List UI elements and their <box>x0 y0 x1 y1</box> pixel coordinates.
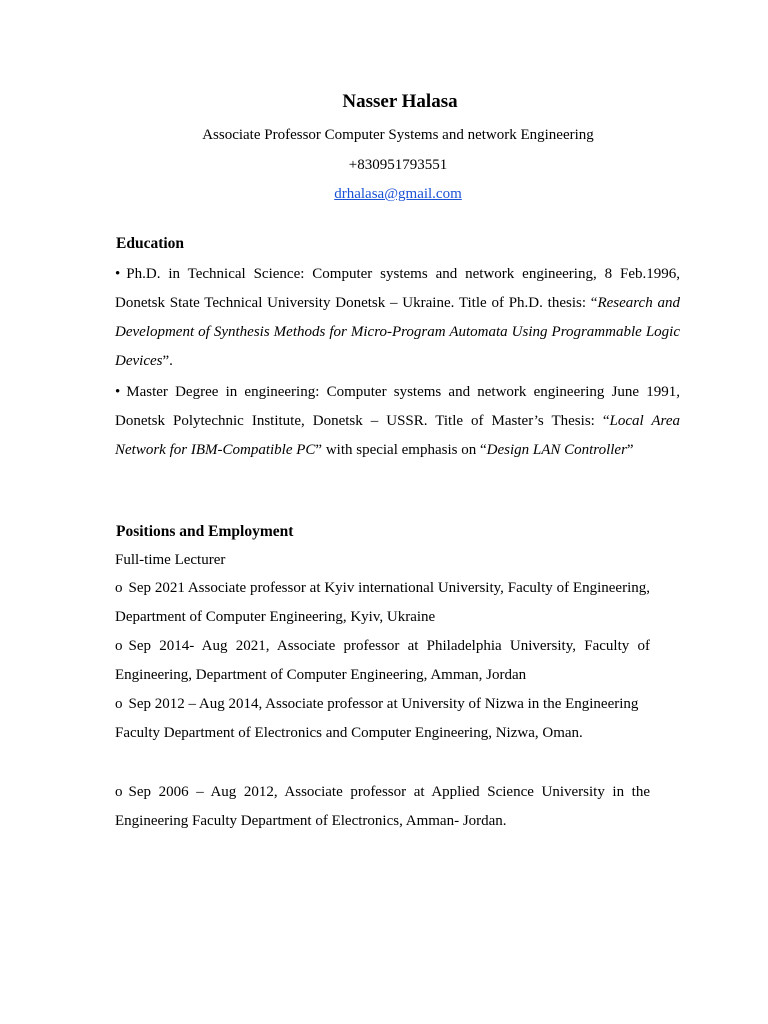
master-emphasis: Design LAN Controller <box>486 442 627 458</box>
employment-text: Sep 2012 – Aug 2014, Associate professor at University of Nizwa in the Engineering Faculty Department of Electronics and Computer Engineering, Nizwa, Oman. <box>115 696 639 741</box>
positions-heading: Positions and Employment <box>116 523 294 540</box>
master-middle: ” with special emphasis on “ <box>315 442 487 458</box>
positions-subheading: Full-time Lecturer <box>115 552 226 568</box>
employment-entry <box>115 778 650 836</box>
master-close: ” <box>626 442 634 458</box>
phd-text: Ph.D. in Technical Science: Computer systems and network engineering, 8 Feb.1996, Donetsk State Technical University Donetsk – Ukraine. Title of Ph.D. thesis: “ <box>115 266 680 311</box>
education-item-master <box>115 378 680 465</box>
circle-bullet-icon: o <box>115 580 123 596</box>
education-heading: Education <box>116 235 185 252</box>
employment-entry <box>115 632 650 690</box>
job-title: Associate Professor Computer Systems and network Engineering <box>202 127 594 143</box>
employment-text: Sep 2021 Associate professor at Kyiv international University, Faculty of Engineering, Department of Computer Engineering, Kyiv, Ukraine <box>115 580 650 625</box>
employment-text: Sep 2014- Aug 2021, Associate professor at Philadelphia University, Faculty of Engineering, Department of Computer Engineering, Amman, Jordan <box>115 638 650 683</box>
education-item-phd <box>115 260 680 376</box>
bullet-icon: • <box>115 266 121 282</box>
circle-bullet-icon: o <box>115 696 123 712</box>
phone-number: +830951793551 <box>348 157 448 173</box>
master-thesis-title: Local Area Network for IBM-Compatible PC <box>115 413 680 458</box>
master-text: Master Degree in engineering: Computer systems and network engineering June 1991, Donetsk Polytechnic Institute, Donetsk – USSR. Title of Master’s Thesis: “ <box>115 384 680 429</box>
circle-bullet-icon: o <box>115 784 123 800</box>
circle-bullet-icon: o <box>115 638 123 654</box>
email-link[interactable]: drhalasa@gmail.com <box>334 186 462 202</box>
employment-text: Sep 2006 – Aug 2012, Associate professor at Applied Science University in the Engineering Faculty Department of Electronics, Amman- Jordan. <box>115 784 650 829</box>
employment-entry <box>115 690 650 748</box>
phd-close: ”. <box>162 353 173 369</box>
phd-thesis-title: Research and Development of Synthesis Methods for Micro-Program Automata Using Programmable Logic Devices <box>115 295 680 369</box>
bullet-icon: • <box>115 384 121 400</box>
person-name: Nasser Halasa <box>342 91 458 112</box>
employment-entry <box>115 574 650 632</box>
